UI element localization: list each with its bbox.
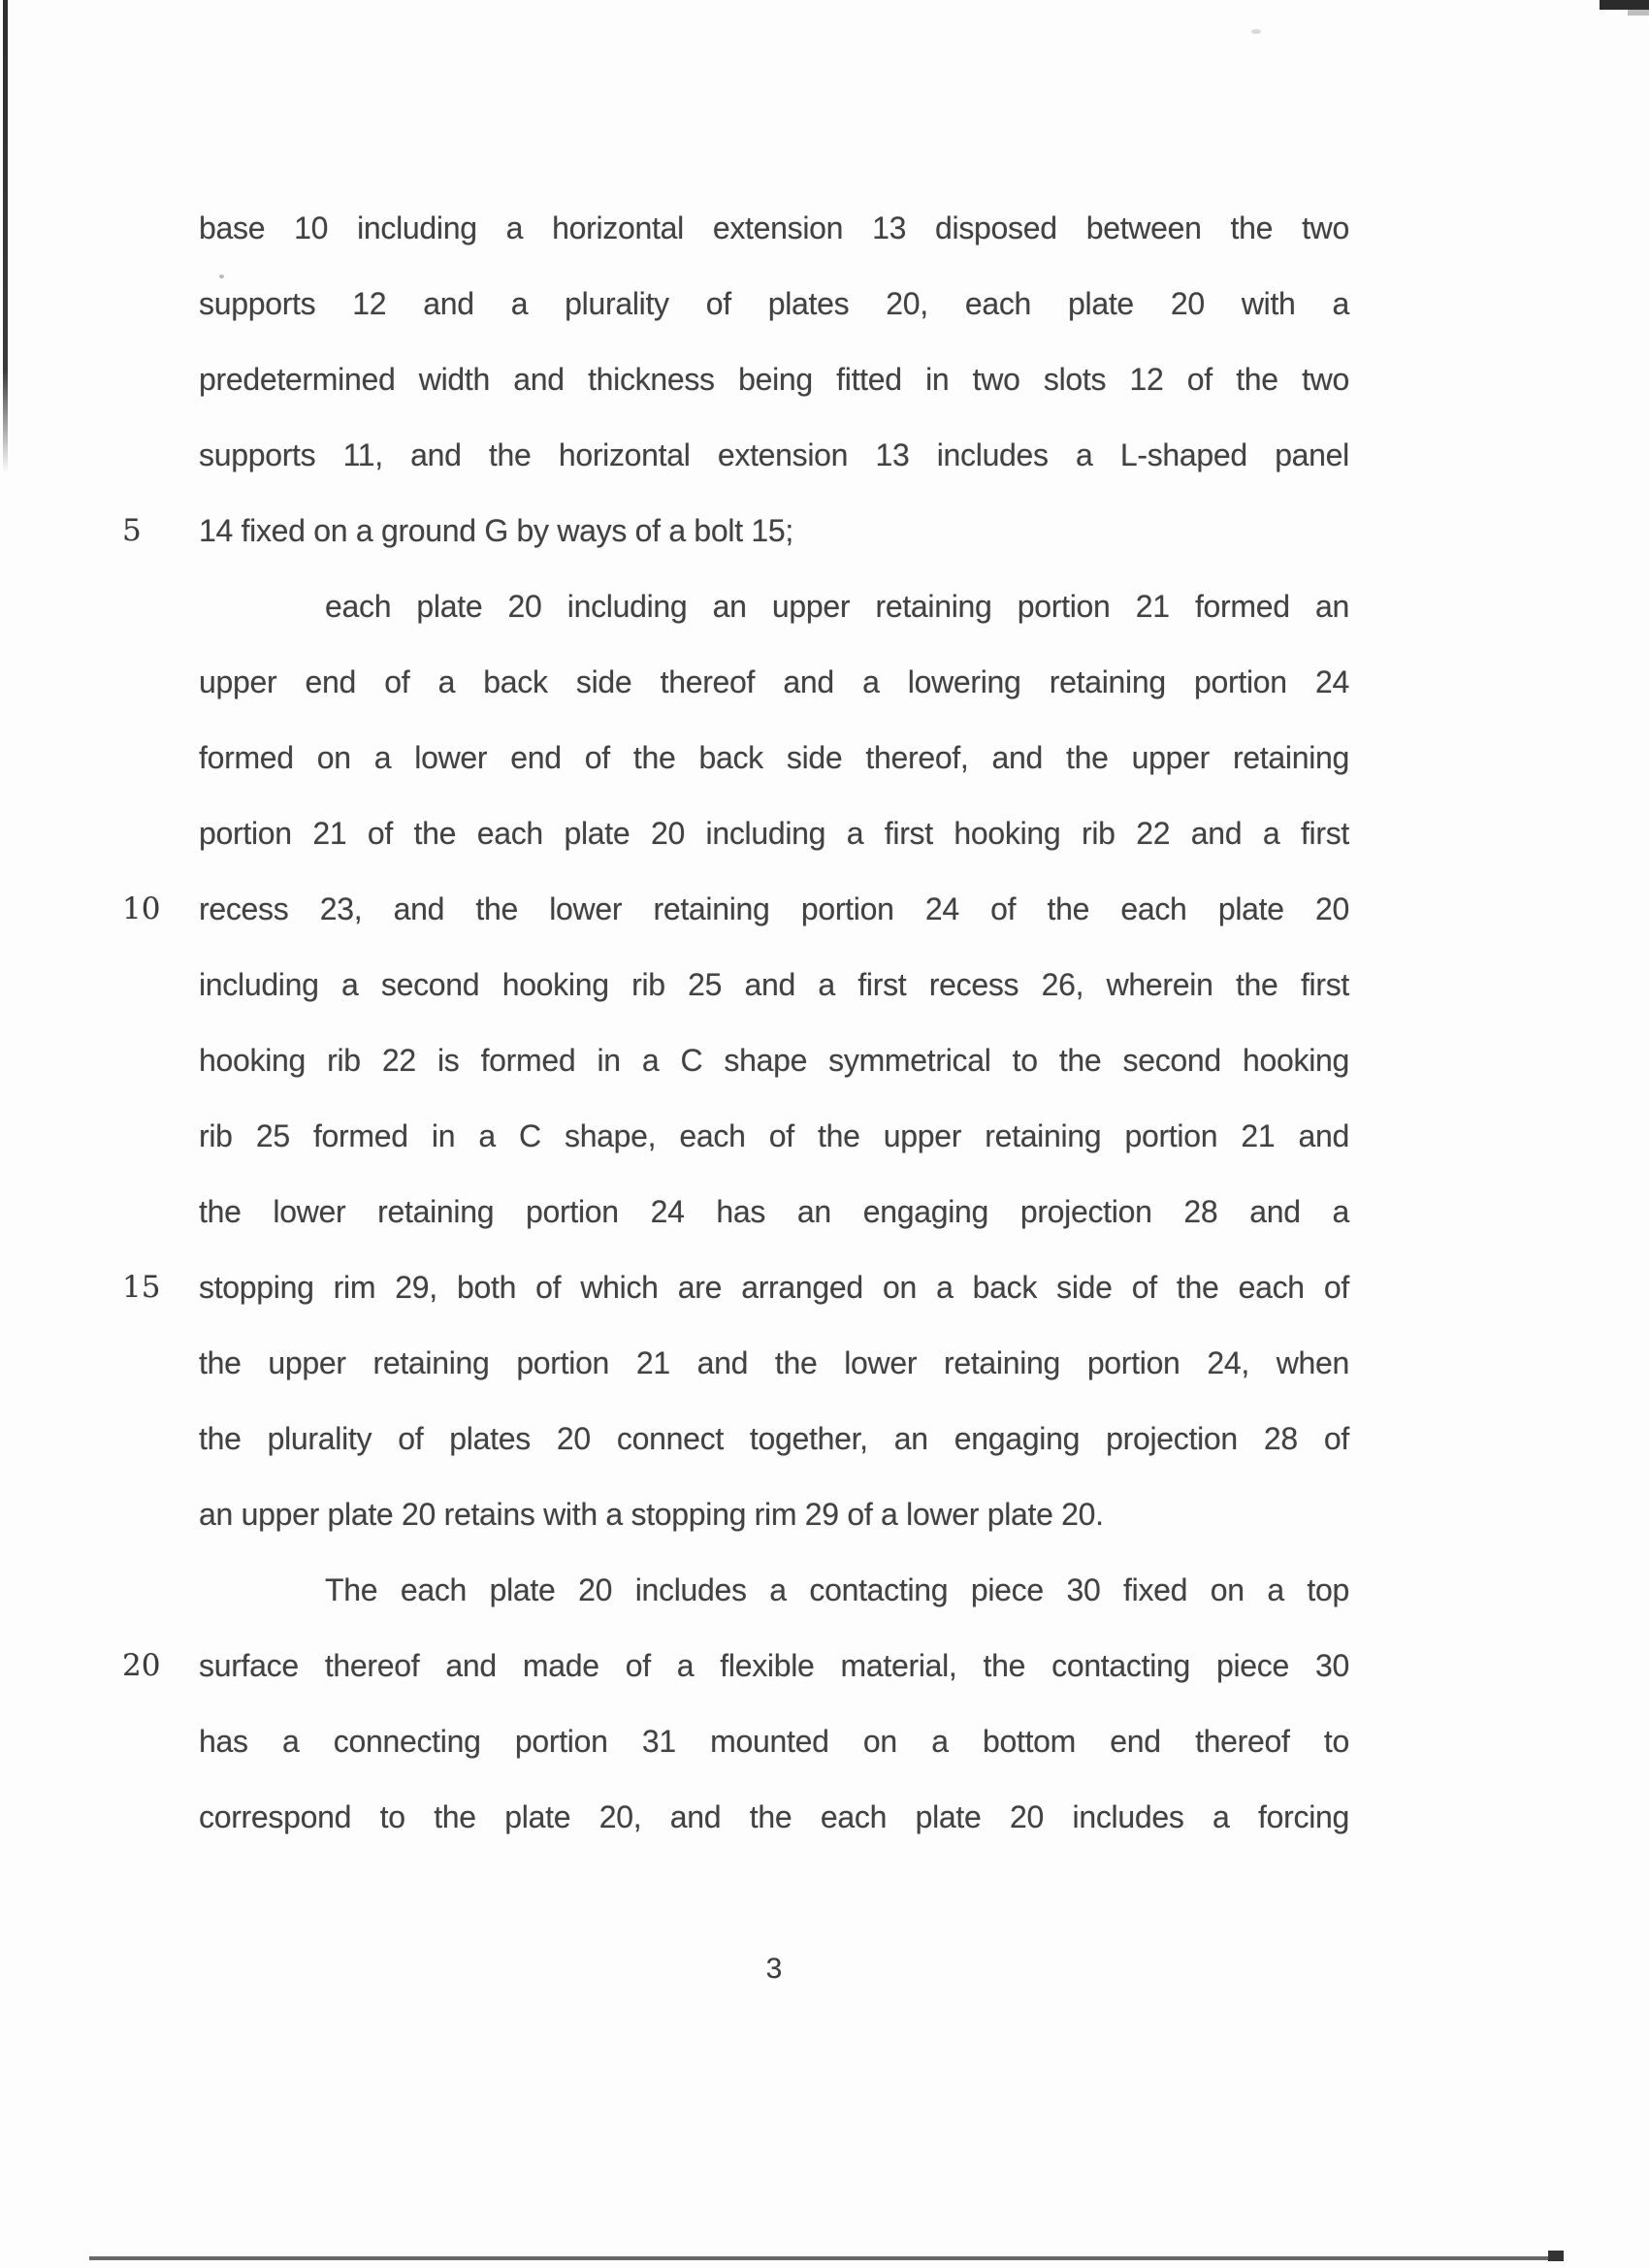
line-number: 5 [122,513,142,548]
text-line: The each plate 20 includes a contacting piece 30 fixed on a top [325,1572,1349,1607]
page-number: 3 [765,1953,783,1985]
text-line: stopping rim 29, both of which are arranged on a back side of the each of 15 [199,1249,1349,1325]
text-line: 14 fixed on a ground G by ways of a bolt 15; 5 [199,493,1349,568]
text-line: the upper retaining portion 21 and the lower retaining portion 24, when [199,1345,1349,1380]
scan-artifact-left-edge-line [3,0,8,473]
text-line: supports 11, and the horizontal extension 13 includes a L-shaped panel [199,437,1349,472]
text-line: the plurality of plates 20 connect together, an engaging projection 28 of [199,1421,1349,1456]
text-block [122,190,1349,1855]
line-number: 20 [122,1648,161,1683]
text-line: recess 23, and the lower retaining portion 24 of the each plate 20 10 [199,871,1349,947]
text-line: rib 25 formed in a C shape, each of the upper retaining portion 21 and [199,1118,1349,1153]
text-line: upper end of a back side thereof and a lowering retaining portion 24 [199,664,1349,699]
scan-artifact-top-right-smudge [1628,10,1649,16]
scan-artifact-bottom-edge-line [89,2256,1564,2260]
text-line: each plate 20 including an upper retaining portion 21 formed an [325,589,1349,624]
text-line: including a second hooking rib 25 and a first recess 26, wherein the first [199,967,1349,1002]
text-line: hooking rib 22 is formed in a C shape symmetrical to the second hooking [199,1043,1349,1078]
text-line: supports 12 and a plurality of plates 20, each plate 20 with a [199,286,1349,321]
scan-artifact-bottom-edge-blob [1548,2251,1564,2261]
scan-artifact-top-right-block [1600,0,1649,10]
text-line: surface thereof and made of a flexible material, the contacting piece 30 20 [199,1628,1349,1703]
scan-artifact-speck [1251,29,1261,34]
text-line: predetermined width and thickness being fitted in two slots 12 of the two [199,362,1349,397]
text-line: the lower retaining portion 24 has an engaging projection 28 and a [199,1194,1349,1229]
line-number: 10 [122,891,161,926]
text-line: portion 21 of the each plate 20 including a first hooking rib 22 and a first [199,816,1349,851]
text-line: has a connecting portion 31 mounted on a bottom end thereof to [199,1724,1349,1759]
text-line: formed on a lower end of the back side thereof, and the upper retaining [199,740,1349,775]
line-number: 15 [122,1270,161,1305]
text-line: correspond to the plate 20, and the each plate 20 includes a forcing [199,1799,1349,1834]
text-line: base 10 including a horizontal extension 13 disposed between the two [199,211,1349,245]
text-line: an upper plate 20 retains with a stopping rim 29 of a lower plate 20. [199,1497,1104,1532]
